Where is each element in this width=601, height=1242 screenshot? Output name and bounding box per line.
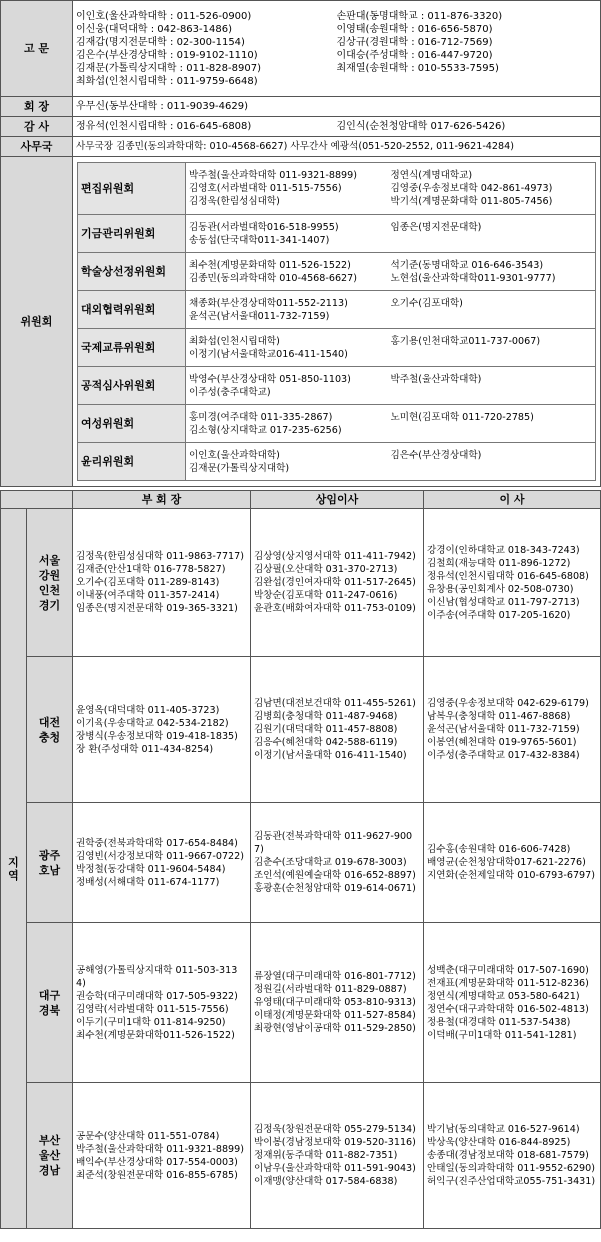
committee-name: 학술상선정위원회 (78, 253, 186, 291)
committee-members (186, 253, 596, 291)
member: 이정기(남서울대학교016-411-1540) (189, 348, 348, 360)
committee-name: 윤리위원회 (78, 443, 186, 481)
header-standing-director: 상임이사 (251, 491, 424, 509)
committee-members (186, 163, 596, 215)
member (391, 348, 593, 361)
member: 정연식(계명대학교) (390, 170, 473, 181)
member (391, 462, 593, 475)
advisors-row (76, 10, 597, 23)
director-list: 박기남(동의대학교 016-527-9614) 박상욱(양산대학 016-844-8925) 송종대(경남정보대학 018-681-7579) 안태일(동의과학대학 011-9552-6290) 허익구(진주산업대학교055-751-3431) (424, 1083, 601, 1229)
member: 김정욱(한림성심대학) (189, 196, 280, 207)
member: 김소형(상지대학교 017-235-6256) (189, 424, 342, 436)
advisor-name: 김재갑(명지전문대학 : 02-300-1154) (76, 36, 245, 48)
region-name: 대전 충청 (27, 657, 73, 803)
director-list: 김수홍(송원대학 016-606-7428) 배영균(순천청암대학017-621-2276) 지연화(순천제일대학 010-6793-6797) (424, 803, 601, 923)
advisor-name: 손판대(동명대학교 : 011-876-3320) (336, 10, 503, 22)
committee-name: 국제교류위원회 (78, 329, 186, 367)
member (391, 386, 593, 399)
member: 박기석(계명문화대학 011-805-7456) (390, 196, 553, 207)
header-director: 이 사 (424, 491, 601, 509)
member (391, 424, 593, 437)
member: 임종은(명지전문대학) (390, 221, 482, 233)
standing-director-list: 김남면(대전보건대학 011-455-5261) 김병희(충청대학 011-487-9468) 김원기(대덕대학 011-457-8808) 김응수(혜천대학 042-588-6119) 이정기(남서울대학 016-411-1540) (251, 657, 424, 803)
member: 최화섭(인천시립대학) (189, 335, 280, 347)
director-list: 강경이(인하대학교 018-343-7243) 김철희(재능대학 011-896-1272) 정유석(인천시립대학 016-645-6808) 유창용(공인회계사 02-508-0730) 이신남(협성대학교 011-797-2713) 이주송(여주대학 017-205-1620) (424, 509, 601, 657)
committee-members (186, 405, 596, 443)
auditor-name: 정유석(인천시립대학 : 016-645-6808) (76, 121, 252, 132)
member: 홍기용(인천대학교011-737-0067) (390, 335, 541, 347)
officers-table (0, 0, 601, 487)
advisor-name: 이인호(울산과학대학 : 011-526-0900) (76, 10, 252, 22)
member: 송동섭(단국대학011-341-1407) (189, 234, 330, 246)
member: 박주철(울산과학대학) (390, 373, 482, 385)
committee-members (186, 367, 596, 405)
committee-name: 편집위원회 (78, 163, 186, 215)
region-name: 광주 호남 (27, 803, 73, 923)
director-list: 김영중(우송정보대학 042-629-6179) 남복우(충청대학 011-467-8868) 윤석곤(남서울대학 011-732-7159) 이봉연(혜천대학 019-9765-5601) 이주성(충주대학교 017-432-8384) (424, 657, 601, 803)
member: 이주성(충주대학교) (189, 386, 271, 398)
region-name: 서울 강원 인천 경기 (27, 509, 73, 657)
advisor-name: 이신웅(대덕대학 : 042-863-1486) (76, 23, 232, 35)
advisor-name: 이영태(송원대학 : 016-656-5870) (336, 23, 493, 35)
committee-members (186, 329, 596, 367)
vice-president-list: 공문수(양산대학 011-551-0784) 박주철(울산과학대학 011-9321-8899) 배익수(부산경상대학 017-554-0003) 최준석(창원전문대학 016-855-6785) (73, 1083, 251, 1229)
office-value: 사무국장 김종민(동의과학대학: 010-4568-6627) 사무간사 예광석(051-520-2552, 011-9621-4284) (73, 137, 601, 157)
auditor-name: 김인식(순천청암대학 017-626-5426) (336, 121, 506, 132)
member: 김은수(부산경상대학) (390, 449, 482, 461)
advisor-name: 최화섭(인천시립대학 : 011-9759-6648) (76, 75, 258, 87)
advisors-label: 고 문 (1, 1, 73, 97)
standing-director-list: 류장열(대구미래대학 016-801-7712) 정원길(서라벌대학 011-829-0887) 유영태(대구미래대학 053-810-9313) 이태정(계명문화대학 011-527-8584) 최광현(영남이공대학 011-529-2850) (251, 923, 424, 1083)
member: 김영중(우송정보대학 042-861-4973) (390, 183, 553, 194)
committees-table (77, 162, 596, 481)
advisor-name: 김재문(가톨릭상지대학 : 011-828-8907) (76, 62, 261, 74)
advisors-row (76, 62, 597, 75)
member: 김종민(동의과학대학 010-4568-6627) (189, 272, 358, 284)
regions-header-blank (1, 491, 73, 509)
member: 김재문(가톨릭상지대학) (189, 462, 290, 474)
committee-name: 기금관리위원회 (78, 215, 186, 253)
advisor-name: 김은수(부산경상대학 : 019-9102-1110) (76, 49, 258, 61)
member: 노현섭(울산과학대학011-9301-9777) (390, 272, 556, 284)
committee-members (186, 291, 596, 329)
member: 노미현(김포대학 011-720-2785) (390, 411, 534, 423)
office-label: 사무국 (1, 137, 73, 157)
president-value: 우무신(동부산대학 : 011-9039-4629) (73, 97, 601, 117)
member: 김동관(서라벌대학016-518-9955) (189, 221, 339, 233)
region-name: 대구 경북 (27, 923, 73, 1083)
committees-label: 위원회 (1, 157, 73, 487)
advisors-row (76, 49, 597, 62)
member (391, 310, 593, 323)
member: 홍미경(여주대학 011-335-2867) (189, 411, 333, 423)
member: 석기준(동명대학교 016-646-3543) (390, 259, 544, 271)
standing-director-list: 김상영(상지영서대학 011-411-7942) 김상필(오산대학 031-370-2713) 김완섭(경인여자대학 011-517-2645) 박창순(김포대학 011-247-0616) 윤관호(배화여자대학 011-753-0109) (251, 509, 424, 657)
director-list: 성백춘(대구미래대학 017-507-1690) 전재표(계명문화대학 011-512-8236) 정연식(계명대학교 053-580-6421) 정연수(대구과학대학 016-502-4813) 정용철(대경대학 011-537-5438) 이덕배(구미1대학 011-541-1281) (424, 923, 601, 1083)
advisor-name: 김상규(경원대학 : 016-712-7569) (336, 36, 493, 48)
advisor-name: 이대승(주성대학 : 016-447-9720) (336, 49, 493, 61)
member: 박영수(부산경상대학 051-850-1103) (189, 373, 351, 385)
advisors-row (76, 23, 597, 36)
committees-panel (73, 157, 601, 487)
advisor-name: 최재열(송원대학 : 010-5533-7595) (336, 62, 499, 74)
president-label: 회 장 (1, 97, 73, 117)
member: 최수천(계명문화대학 011-526-1522) (189, 259, 351, 271)
member: 윤석곤(남서울대011-732-7159) (189, 310, 330, 322)
vice-president-list: 김정욱(한림성심대학 011-9863-7717) 김재준(안산1대학 016-778-5827) 오기수(김포대학 011-289-8143) 이내풍(여주대학 011-357-2414) 임종은(명지전문대학 019-365-3321) (73, 509, 251, 657)
advisors-list (73, 1, 601, 97)
committee-members (186, 443, 596, 481)
committee-name: 공적심사위원회 (78, 367, 186, 405)
member (391, 234, 593, 247)
vice-president-list: 공해영(가톨릭상지대학 011-503-3134) 권승학(대구미래대학 017-505-9322) 김영락(서라벌대학 011-515-7556) 이두기(구미1대학 011-814-9250) 최수천(계명문화대학011-526-1522) (73, 923, 251, 1083)
member: 이인호(울산과학대학) (189, 449, 280, 461)
committee-name: 대외협력위원회 (78, 291, 186, 329)
member: 박주철(울산과학대학 011-9321-8899) (189, 170, 358, 181)
committee-members (186, 215, 596, 253)
member: 오기수(김포대학) (390, 297, 463, 309)
committee-name: 여성위원회 (78, 405, 186, 443)
advisor-name (337, 75, 598, 88)
vice-president-list: 권학중(전북과학대학 017-654-8484) 김영빈(서강정보대학 011-9667-0722) 박정철(동강대학 011-9604-5484) 정배성(서해대학 011-674-1177) (73, 803, 251, 923)
standing-director-list: 김정욱(창원전문대학 055-279-5134) 박이봉(경남정보대학 019-520-3116) 정재위(동주대학 011-882-7351) 이남우(울산과학대학 011-591-9043) 이재맹(양산대학 017-584-6838) (251, 1083, 424, 1229)
advisors-row (76, 36, 597, 49)
advisors-row (76, 75, 597, 88)
member: 채종화(부산경상대학011-552-2113) (189, 297, 348, 309)
regions-label: 지역 (1, 509, 27, 1229)
regions-table (0, 490, 601, 1229)
member: 김영호(서라벌대학 011-515-7556) (189, 183, 342, 194)
header-vice-president: 부 회 장 (73, 491, 251, 509)
region-name: 부산 울산 경남 (27, 1083, 73, 1229)
auditors-label: 감 사 (1, 117, 73, 137)
auditors-value (73, 117, 601, 137)
vice-president-list: 윤영옥(대덕대학 011-405-3723) 이기육(우송대학교 042-534-2182) 장병식(우송정보대학 019-418-1835) 장 환(주성대학 011-434-8254) (73, 657, 251, 803)
standing-director-list: 김동관(전북과학대학 011-9627-9007) 김춘수(조당대학교 019-678-3003) 조인석(예원예술대학 016-652-8897) 홍광훈(순천청암대학 019-614-0671) (251, 803, 424, 923)
